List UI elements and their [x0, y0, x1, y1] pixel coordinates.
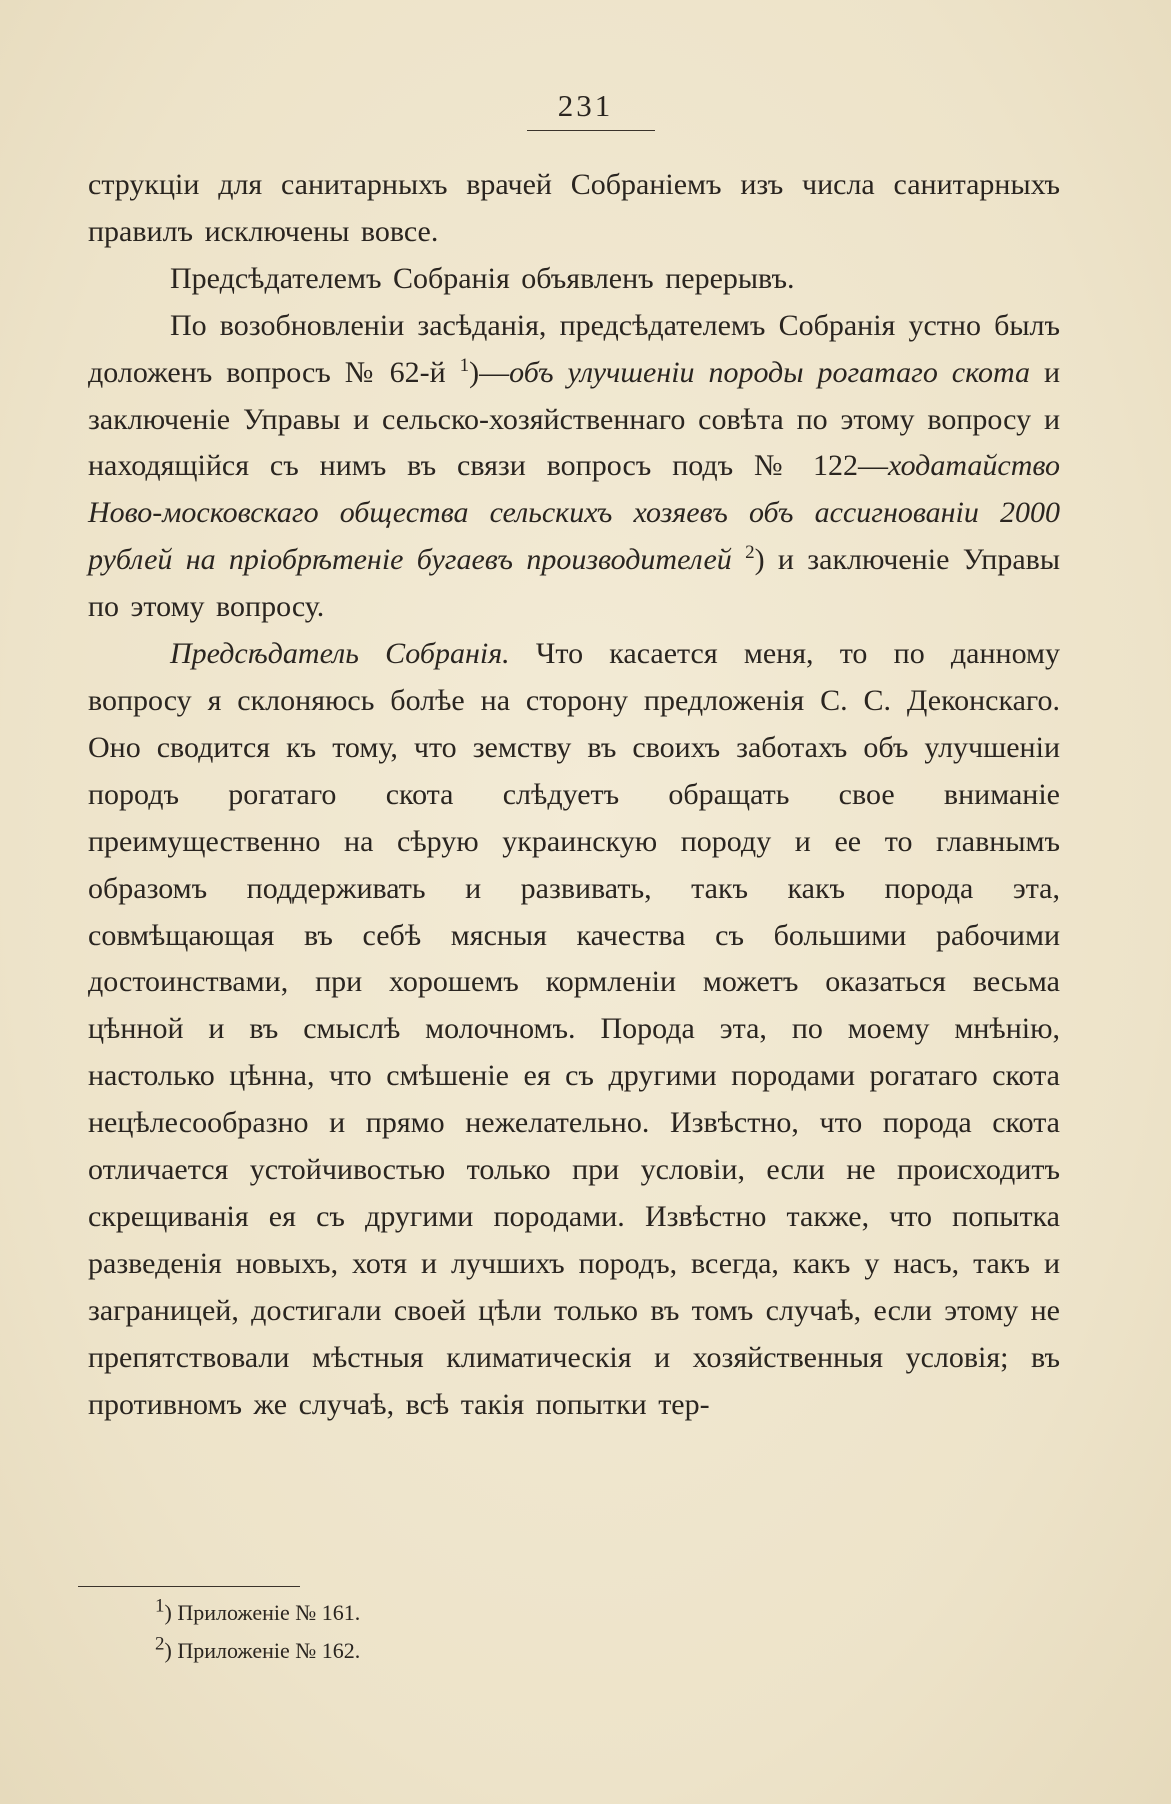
paragraph-recess: Предсѣдателемъ Собранія объявленъ перерывъ. [170, 261, 795, 295]
paragraph-chairman-speech [88, 631, 1060, 1428]
paragraph-agenda [88, 303, 1060, 631]
footnote-1 [155, 1594, 855, 1632]
speech-text: Что касается меня, то по данному вопросу я склоняюсь болѣе на сторону предложенія С. С. Деконскаго. Оно сводится къ тому, что земству въ своихъ заботахъ объ улучшеніи породъ рогатаго скота слѣдуетъ обращать свое вниманіе преимущественно на сѣрую украинскую породу и ее то главнымъ образомъ поддерживать и развивать, такъ какъ порода эта, совмѣщающая въ себѣ мясныя качества съ большими рабочими достоинствами, при хорошемъ кормленіи можетъ оказаться весьма цѣнной и въ смыслѣ молочномъ. Порода эта, по моему мнѣнію, настолько цѣнна, что смѣшеніе ея съ другими породами рогатаго скота нецѣлесообразно и прямо нежелательно. Извѣстно, что порода скота отличается устойчивостью только при условіи, если не происходитъ скрещиванія ея съ другими породами. Извѣстно также, что попытка разведенія новыхъ, хотя и лучшихъ породъ, всегда, какъ у насъ, такъ и заграницей, достигали своей цѣли только въ томъ случаѣ, если этому не препятствовали мѣстныя климатическія и хозяйственныя условія; въ противномъ же случаѣ, всѣ такія попытки тер- [88, 637, 1061, 1421]
agenda-text-b: )— [469, 355, 510, 389]
footnotes [155, 1594, 855, 1670]
page-number: 231 [557, 88, 614, 123]
footnote-2-text: ) Приложеніе № 162. [164, 1638, 361, 1663]
agenda-item-title-2: ходатайство Ново-московскаго общества сельскихъ хозяевъ объ ассигнованіи 2000 рублей на пріобрѣтеніе бугаевъ производителей [88, 449, 1060, 577]
footnote-ref-1: 1 [459, 354, 470, 376]
paragraph-continuation: струкціи для санитарныхъ врачей Собраніемъ изъ числа санитарныхъ правилъ исключены вовсе. [88, 168, 1060, 248]
speaker-name: Предсѣдатель Собранія. [170, 637, 510, 671]
footnote-2-mark: 2 [155, 1633, 165, 1655]
header-rule [527, 130, 655, 131]
body-text [88, 162, 1060, 1428]
footnote-1-mark: 1 [155, 1595, 165, 1617]
agenda-text-c: и заключеніе Управы и сельско-хозяйственнаго совѣта по этому вопросу и находящійся съ нимъ въ связи вопросъ подъ № 122— [88, 355, 1060, 483]
footnote-ref-2: 2 [745, 542, 755, 564]
agenda-text-a: По возобновленіи засѣданія, предсѣдателемъ Собранія устно былъ доложенъ вопросъ № 62-й [88, 308, 1060, 389]
agenda-item-title-1: объ улучшеніи породы рогатаго скота [509, 355, 1031, 389]
footnote-1-text: ) Приложеніе № 161. [164, 1600, 361, 1625]
footnote-rule [78, 1586, 300, 1587]
agenda-text-d: ) и заключеніе Управы по этому вопросу. [88, 543, 1060, 624]
footnote-2 [155, 1632, 855, 1670]
